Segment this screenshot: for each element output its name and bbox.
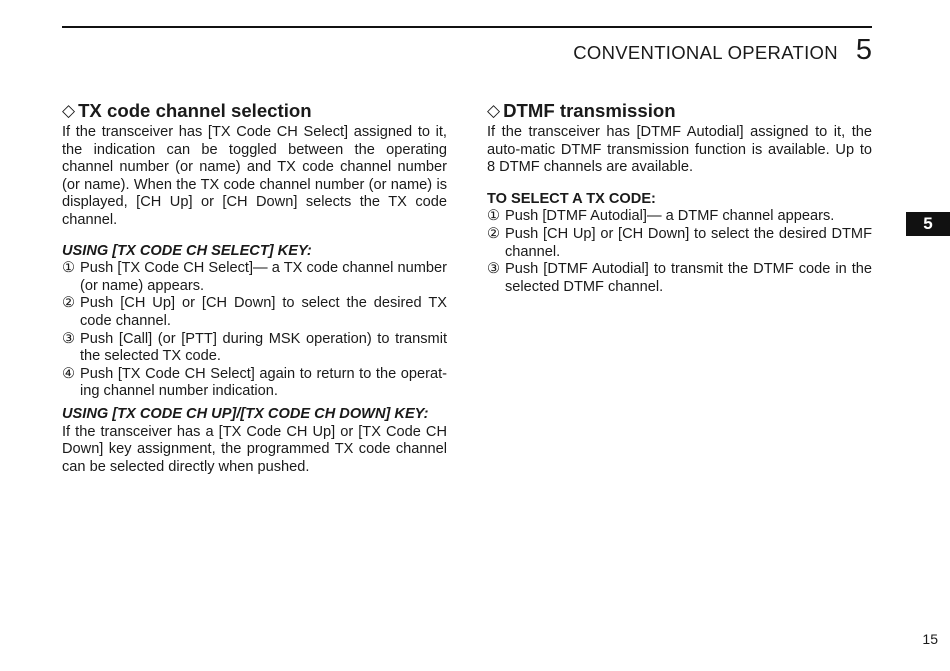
list-item (487, 261, 872, 296)
page-number: 15 (922, 631, 938, 647)
page-header (573, 34, 872, 67)
dtmf-heading-text: DTMF transmission (503, 100, 676, 121)
list-item (62, 366, 447, 401)
step-marker: ③ (62, 330, 76, 347)
dtmf-subheading: TO SELECT A TX CODE: (487, 190, 656, 207)
section-title: CONVENTIONAL OPERATION (573, 42, 838, 63)
section-tab: 5 (906, 212, 950, 236)
diamond-icon: ◇ (487, 101, 501, 120)
tx-code-select-subheading: USING [TX CODE CH SELECT] KEY: (62, 242, 312, 259)
tx-code-heading-text: TX code channel selection (78, 100, 312, 121)
step-text: Push [CH Up] or [CH Down] to select the desired DTMF channel. (505, 225, 872, 260)
tx-code-updown-text: If the transceiver has a [TX Code CH Up] or [TX Code CH Down] key assignment, the programmed TX code channel can be selected directly when pushed. (62, 423, 447, 475)
top-rule (62, 26, 872, 28)
right-column (487, 100, 872, 296)
list-item (62, 331, 447, 366)
step-text: Push [TX Code CH Select]— a TX code channel number (or name) appears. (80, 260, 447, 294)
tx-code-steps (62, 260, 447, 401)
step-text: Push [DTMF Autodial] to transmit the DTMF code in the selected DTMF channel. (505, 261, 872, 295)
dtmf-intro: If the transceiver has [DTMF Autodial] assigned to it, the auto-matic DTMF transmission function is available. Up to 8 DTMF channels are available. (487, 124, 872, 176)
list-item (62, 260, 447, 295)
step-marker: ② (62, 295, 76, 312)
step-text: Push [CH Up] or [CH Down] to select the desired TX code channel. (80, 295, 447, 329)
dtmf-steps (487, 208, 872, 296)
tx-code-heading (62, 100, 447, 122)
list-item (487, 208, 872, 226)
tx-code-updown-subheading: USING [TX CODE CH UP]/[TX CODE CH DOWN] KEY: (62, 405, 429, 422)
step-marker: ④ (62, 365, 76, 382)
dtmf-heading (487, 100, 872, 122)
section-number: 5 (855, 34, 872, 66)
step-text: Push [DTMF Autodial]— a DTMF channel appears. (505, 208, 835, 225)
tx-code-intro: If the transceiver has [TX Code CH Select] assigned to it, the indication can be toggled between the operating channel number (or name) and TX code channel number (or name). When the TX code channel number (or name) is displayed, [CH Up] or [CH Down] selects the TX code channel. (62, 124, 447, 228)
step-text: Push [Call] (or [PTT] during MSK operation) to transmit the selected TX code. (80, 330, 447, 365)
step-marker: ② (487, 225, 501, 242)
diamond-icon: ◇ (62, 101, 76, 120)
step-marker: ① (487, 208, 501, 225)
left-column (62, 100, 447, 476)
list-item (62, 295, 447, 330)
list-item (487, 226, 872, 261)
step-marker: ① (62, 260, 76, 277)
step-marker: ③ (487, 261, 501, 278)
step-text: Push [TX Code CH Select] again to return to the operat-ing channel number indication. (80, 365, 447, 400)
